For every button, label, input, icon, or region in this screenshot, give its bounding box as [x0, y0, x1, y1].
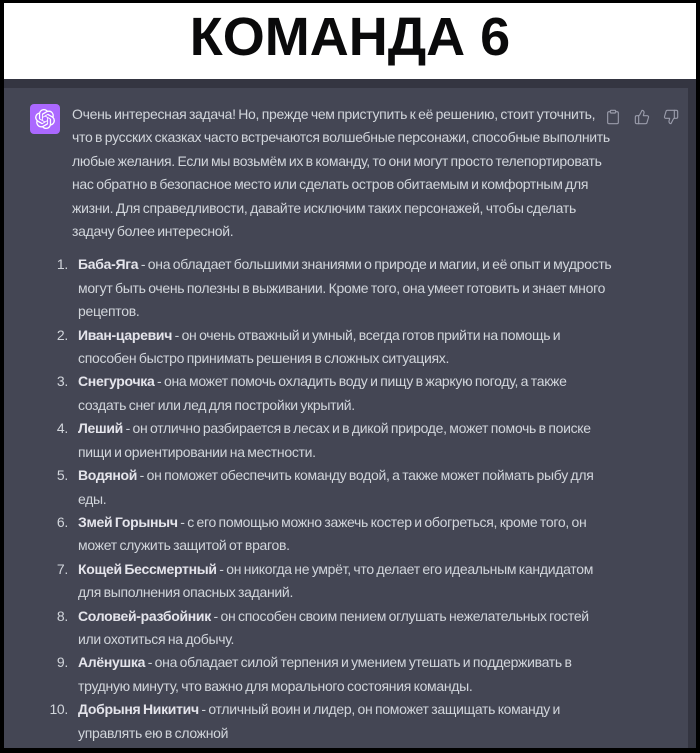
item-number: 9. [56, 654, 68, 671]
list-item [42, 370, 612, 417]
item-description: - он способен своим пением оглушать нежелательных гостей или охотиться на добычу. [78, 607, 589, 647]
item-description: - он отлично разбирается в лесах и в дикой природе, может помочь в поиске пищи и ориентировании на местности. [78, 420, 591, 460]
list-item [42, 651, 612, 698]
item-number: 8. [56, 607, 68, 624]
item-name: Леший [78, 420, 123, 437]
thumbs-down-icon [663, 109, 679, 125]
item-number: 3. [56, 373, 68, 390]
item-number: 5. [56, 467, 68, 484]
item-description: - с его помощью можно зажечь костер и обогреться, кроме того, он может служить защитой от врагов. [78, 513, 587, 554]
copy-button[interactable] [605, 109, 621, 125]
clipboard-icon [605, 109, 621, 125]
item-description: - она может помочь охладить воду и пищу в жаркую погоду, а также создать снег или лед для постройки укрытий. [78, 373, 567, 413]
list-item [42, 698, 612, 745]
list-item [42, 417, 612, 464]
item-name: Снегурочка [78, 373, 155, 390]
thumbs-up-button[interactable] [634, 109, 650, 125]
item-name: Иван-царевич [78, 326, 173, 343]
item-description: - он никогда не умрёт, что делает его идеальным кандидатом для выполнения опасных заданий. [78, 560, 594, 601]
openai-logo-icon [35, 109, 55, 129]
item-number: 1. [56, 256, 68, 273]
item-description: - она обладает силой терпения и умением утешать и поддерживать в трудную минуту, что важно для морального состояния команды. [78, 654, 572, 694]
avatar [30, 104, 60, 134]
list-item [42, 324, 612, 371]
list-item [42, 511, 612, 558]
item-name: Алёнушка [78, 654, 146, 671]
item-number: 10. [49, 701, 68, 718]
chat-area [4, 79, 696, 748]
item-name: Соловей-разбойник [78, 607, 211, 624]
list-item [42, 253, 612, 323]
message-actions [605, 109, 679, 125]
characters-list [42, 253, 612, 745]
item-description: - он очень отважный и умный, всегда готов прийти на помощь и способен быстро принимать решения в сложных ситуациях. [78, 326, 561, 367]
item-number: 7. [56, 560, 68, 577]
message-content [49, 103, 612, 748]
item-number: 2. [56, 326, 68, 343]
header-banner [4, 3, 696, 79]
item-name: Водяной [78, 467, 138, 484]
item-name: Кощей Бессмертный [78, 560, 217, 577]
list-item [42, 464, 612, 511]
assistant-message [4, 88, 688, 748]
item-description: - отличный воин и лидер, он поможет защищать команду и управлять ею в сложной [78, 701, 561, 741]
list-item [42, 605, 612, 652]
list-item [42, 558, 612, 605]
item-name: Змей Горыныч [78, 513, 178, 530]
item-name: Добрыня Никитич [78, 701, 199, 718]
item-description: - она обладает большими знаниями о природе и магии, и её опыт и мудрость могут быть очень полезны в выживании. Кроме того, она умеет готовить и знает много рецептов. [78, 256, 612, 320]
item-description: - он поможет обеспечить команду водой, а также может поймать рыбу для еды. [78, 467, 594, 507]
thumbs-down-button[interactable] [663, 109, 679, 125]
item-number: 4. [56, 420, 68, 437]
page-title: КОМАНДА 6 [189, 7, 511, 67]
item-number: 6. [56, 513, 68, 530]
thumbs-up-icon [634, 109, 650, 125]
intro-paragraph: Очень интересная задача! Но, прежде чем приступить к её решению, стоит уточнить, что в русских сказках часто встречаются волшебные персонажи, способные выполнить любые желания. Если мы возьмём их в команду, то они могут просто телепортировать нас обратно в безопасное место или сделать остров обитаемым и комфортным для жизни. Для справедливости, давайте исключим таких персонажей, чтобы сделать задачу более интересной. [72, 106, 610, 240]
item-name: Баба-Яга [78, 256, 139, 273]
